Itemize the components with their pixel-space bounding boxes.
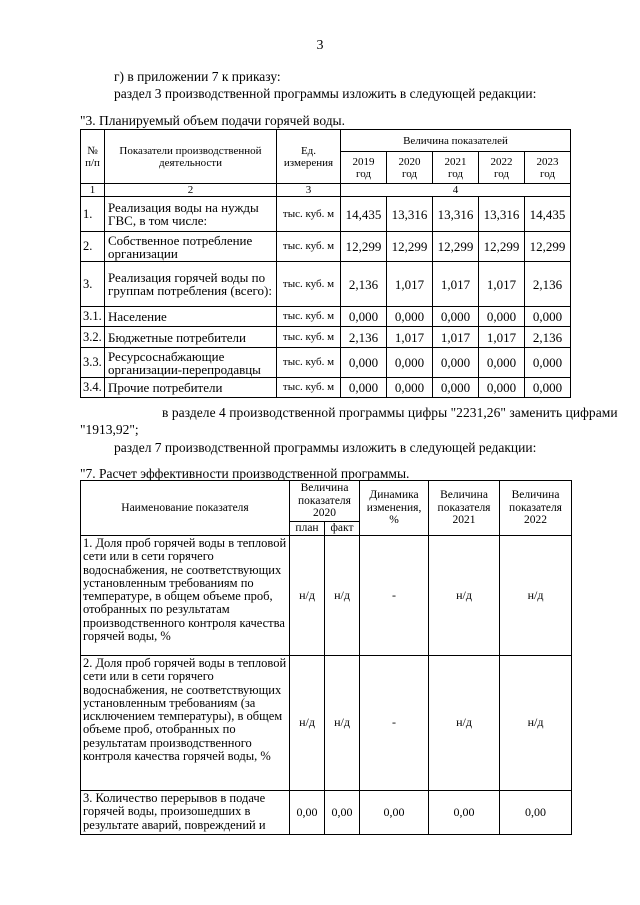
row-value: 0,000	[479, 378, 525, 398]
fact-value: н/д	[325, 536, 360, 656]
table-row	[81, 197, 571, 232]
row-value: 0,000	[341, 307, 387, 327]
row-unit: тыс. куб. м	[277, 197, 341, 232]
row-value: 2,136	[341, 327, 387, 348]
plan-value: 0,00	[290, 791, 325, 835]
middle-line-3: раздел 7 производственной программы изложить в следующей редакции:	[114, 440, 537, 455]
plan-value: н/д	[290, 536, 325, 656]
dynamics-value: 0,00	[360, 791, 429, 835]
section3-title: "3. Планируемый объем подачи горячей воды.	[80, 113, 346, 128]
value-2021: 0,00	[429, 791, 500, 835]
col-number: 2	[105, 184, 277, 197]
row-value: 12,299	[387, 232, 433, 262]
value-2022: 0,00	[500, 791, 572, 835]
row-value: 0,000	[387, 307, 433, 327]
indicator-name: 2. Доля проб горячей воды в тепловой сети или в сети горячего водоснабжения, не соответствующих установленным требованиям (за исключением температуры), в общем объеме проб, отобранных по результатам производственного контроля качества горячей воды, %	[81, 656, 290, 791]
row-value: 12,299	[525, 232, 571, 262]
row-value: 1,017	[387, 262, 433, 307]
table-row	[81, 656, 572, 791]
row-num: 3.2.	[81, 327, 105, 348]
row-name: Ресурсоснабжающие организации-перепродавцы	[105, 348, 277, 378]
middle-line-1: в разделе 4 производственной программы цифры "2231,26" заменить цифрами	[162, 405, 618, 420]
row-value: 13,316	[433, 197, 479, 232]
row-value: 0,000	[387, 378, 433, 398]
row-value: 0,000	[433, 348, 479, 378]
row-value: 0,000	[525, 348, 571, 378]
header-year: 2020 год	[387, 152, 433, 184]
row-value: 0,000	[341, 348, 387, 378]
section3-table	[80, 129, 571, 398]
intro-line-2: раздел 3 производственной программы изложить в следующей редакции:	[114, 86, 537, 101]
fact-value: н/д	[325, 656, 360, 791]
row-value: 14,435	[341, 197, 387, 232]
middle-line-2: "1913,92";	[80, 422, 139, 437]
header-values: Величина показателей	[341, 130, 571, 152]
intro-line-1: г) в приложении 7 к приказу:	[114, 69, 281, 84]
value-2021: н/д	[429, 656, 500, 791]
header-name: Наименование показателя	[81, 481, 290, 536]
header-year: 2022 год	[479, 152, 525, 184]
col-number: 4	[341, 184, 571, 197]
row-value: 12,299	[479, 232, 525, 262]
row-unit: тыс. куб. м	[277, 327, 341, 348]
row-num: 3.3.	[81, 348, 105, 378]
row-value: 0,000	[433, 307, 479, 327]
row-num: 3.1.	[81, 307, 105, 327]
row-name: Реализация горячей воды по группам потребления (всего):	[105, 262, 277, 307]
row-name: Реализация воды на нужды ГВС, в том числе:	[105, 197, 277, 232]
row-value: 0,000	[433, 378, 479, 398]
value-2021: н/д	[429, 536, 500, 656]
header-value-2021: Величина показателя 2021	[429, 481, 500, 536]
row-value: 0,000	[525, 378, 571, 398]
row-value: 1,017	[387, 327, 433, 348]
row-value: 14,435	[525, 197, 571, 232]
row-value: 0,000	[525, 307, 571, 327]
header-year: 2023 год	[525, 152, 571, 184]
row-name: Бюджетные потребители	[105, 327, 277, 348]
table-row	[81, 348, 571, 378]
header-value-2022: Величина показателя 2022	[500, 481, 572, 536]
dynamics-value: -	[360, 536, 429, 656]
header-indicator: Показатели производственной деятельности	[105, 130, 277, 184]
row-value: 13,316	[387, 197, 433, 232]
fact-value: 0,00	[325, 791, 360, 835]
row-unit: тыс. куб. м	[277, 307, 341, 327]
row-value: 1,017	[433, 262, 479, 307]
header-num: № п/п	[81, 130, 105, 184]
header-dynamics: Динамика изменения, %	[360, 481, 429, 536]
header-year: 2021 год	[433, 152, 479, 184]
row-unit: тыс. куб. м	[277, 262, 341, 307]
header-fact: факт	[325, 522, 360, 536]
table-row	[81, 536, 572, 656]
plan-value: н/д	[290, 656, 325, 791]
header-value-2020: Величина показателя 2020	[290, 481, 360, 522]
header-year: 2019 год	[341, 152, 387, 184]
header-unit: Ед. измерения	[277, 130, 341, 184]
row-num: 3.4.	[81, 378, 105, 398]
row-num: 2.	[81, 232, 105, 262]
indicator-name: 1. Доля проб горячей воды в тепловой сети или в сети горячего водоснабжения, не соответствующих установленным требованиям по температуре, в общем объеме проб, отобранных по результатам производственного контроля качества горячей воды, %	[81, 536, 290, 656]
row-num: 1.	[81, 197, 105, 232]
table-row	[81, 791, 572, 835]
row-value: 1,017	[479, 262, 525, 307]
row-value: 1,017	[479, 327, 525, 348]
row-value: 12,299	[341, 232, 387, 262]
row-unit: тыс. куб. м	[277, 378, 341, 398]
row-value: 2,136	[525, 262, 571, 307]
row-name: Население	[105, 307, 277, 327]
section7-table	[80, 480, 572, 835]
col-number: 1	[81, 184, 105, 197]
row-unit: тыс. куб. м	[277, 232, 341, 262]
value-2022: н/д	[500, 536, 572, 656]
row-value: 2,136	[525, 327, 571, 348]
table-row	[81, 262, 571, 307]
row-value: 13,316	[479, 197, 525, 232]
row-name: Собственное потребление организации	[105, 232, 277, 262]
header-plan: план	[290, 522, 325, 536]
page-number: 3	[316, 38, 324, 53]
dynamics-value: -	[360, 656, 429, 791]
row-value: 1,017	[433, 327, 479, 348]
row-name: Прочие потребители	[105, 378, 277, 398]
row-value: 12,299	[433, 232, 479, 262]
table-row	[81, 232, 571, 262]
table-row	[81, 327, 571, 348]
row-value: 0,000	[479, 307, 525, 327]
row-value: 2,136	[341, 262, 387, 307]
col-number: 3	[277, 184, 341, 197]
row-value: 0,000	[341, 378, 387, 398]
row-num: 3.	[81, 262, 105, 307]
indicator-name: 3. Количество перерывов в подаче горячей воды, произошедших в результате аварий, повреждений и	[81, 791, 290, 835]
section7-title: "7. Расчет эффективности производственной программы.	[80, 466, 410, 481]
row-unit: тыс. куб. м	[277, 348, 341, 378]
table-row	[81, 378, 571, 398]
row-value: 0,000	[387, 348, 433, 378]
table-row	[81, 307, 571, 327]
row-value: 0,000	[479, 348, 525, 378]
value-2022: н/д	[500, 656, 572, 791]
